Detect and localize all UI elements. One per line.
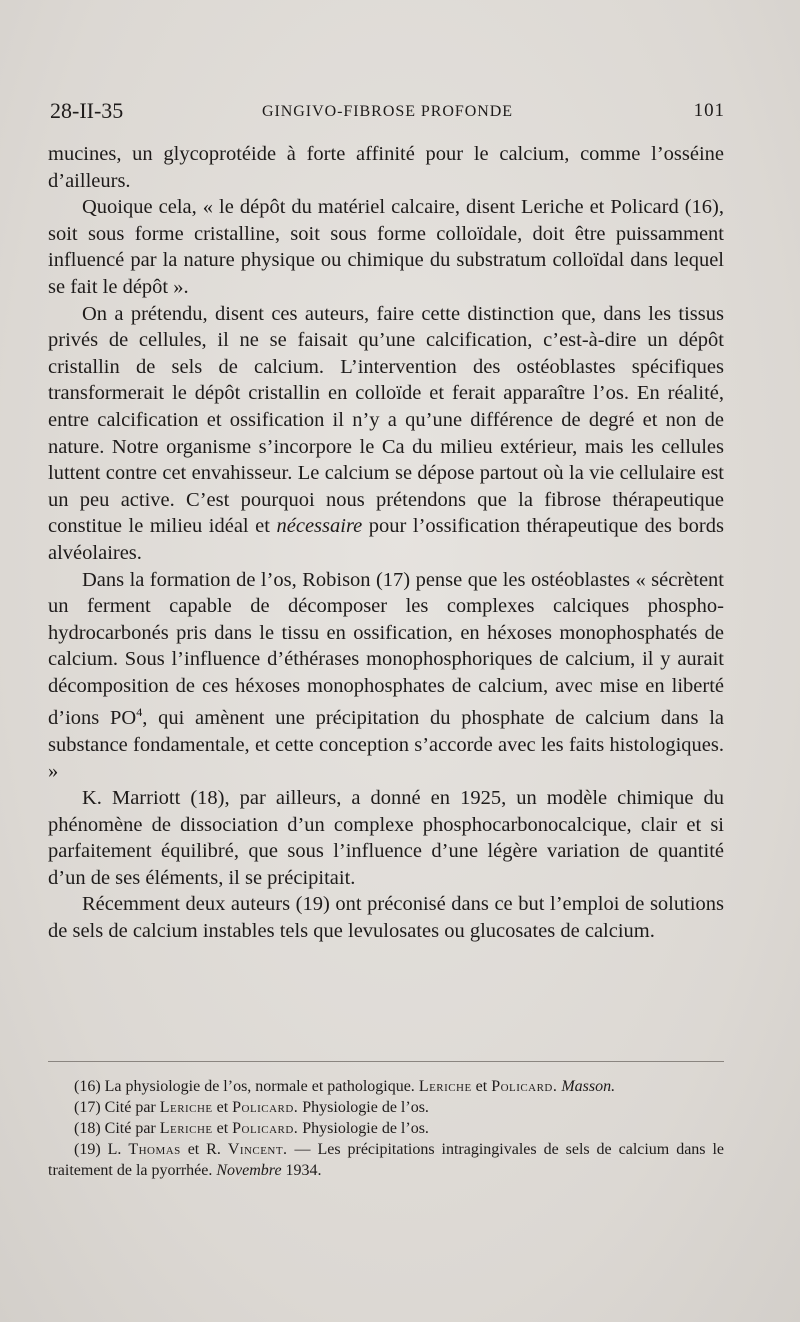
footnote-17-author-1: Leriche <box>159 1099 213 1116</box>
header-date: 28-II-35 <box>50 98 124 123</box>
footnote-19 <box>48 1139 724 1181</box>
paragraph-4 <box>48 567 724 786</box>
footnote-18-and: et <box>216 1120 229 1137</box>
footnote-17-number: (17) <box>74 1099 101 1116</box>
page-header <box>50 98 725 128</box>
footnote-17-pre: Cité par <box>104 1099 156 1116</box>
paragraph-3-text-a: On a prétendu, disent ces auteurs, faire cette distinction que, dans les tissus privés de cellules, il ne se faisait qu’une calcification, c’est-à-dire un dépôt cristallin de sels de calcium. L’intervention des ostéoblastes spécifiques transformerait le dépôt cristallin en colloïde et ferait apparaître l’os. En réalité, entre calcification et ossification il n’y a qu’une différence de degré et non de nature. Notre organisme s’incorpore le Ca du milieu extérieur, mais les cellules luttent contre cet envahisseur. Le calcium se dépose partout où la vie cellulaire est un peu active. C’est pourquoi nous prétendons que la fibrose thérapeutique constitue le milieu idéal et <box>48 302 724 538</box>
paragraph-5: K. Marriott (18), par ailleurs, a donné en 1925, un modèle chimique du phénomène de dissociation d’un complexe phosphocarbonocalcique, clair et si parfaitement équilibré, que sous l’influence d’une légère variation de quantité d’un de ses éléments, il se précipitait. <box>48 787 724 889</box>
footnote-19-text: — Les précipitations intragingivales de sels de calcium dans le traitement de la pyorrhée. <box>48 1141 725 1179</box>
paragraph-3-text-b: pour l’ossification thérapeutique des bords alvéolaires. <box>48 515 724 564</box>
emphasis-necessaire: nécessaire <box>276 515 363 538</box>
footnote-16-author-1: Leriche <box>418 1078 472 1095</box>
footnote-17-text: Physiologie de l’os. <box>302 1099 429 1116</box>
paragraph-2: Quoique cela, « le dépôt du matériel calcaire, disent Leriche et Policard (16), soit sous forme cristalline, soit sous forme colloïdale, doit être puissamment influencé par la nature physique ou chimique du substratum colloïdal dans lequel se fait le dépôt ». <box>48 196 724 298</box>
footnote-18-author-2: Policard. <box>232 1120 299 1137</box>
footnote-19-author-2: Vincent. <box>227 1141 288 1158</box>
paragraph-6: Récemment deux auteurs (19) ont préconisé dans ce but l’emploi de solutions de sels de calcium instables tels que levulosates ou glucosates de calcium. <box>48 893 724 943</box>
footnote-18-pre: Cité par <box>104 1120 156 1137</box>
footnote-19-year: 1934. <box>285 1162 322 1179</box>
footnote-18-author-1: Leriche <box>159 1120 213 1137</box>
paragraph-4-text-b: , qui amènent une précipitation du phosphate de calcium dans la substance fondamentale, et cette conception s’accorde avec les faits histologiques. » <box>48 707 724 783</box>
footnote-16-publisher: Masson. <box>561 1078 616 1095</box>
footnote-16 <box>48 1076 724 1097</box>
footnote-16-text: La physiologie de l’os, normale et pathologique. <box>104 1078 415 1095</box>
footnote-18-text: Physiologie de l’os. <box>302 1120 429 1137</box>
footnote-19-pre: L. <box>107 1141 122 1158</box>
running-title: GINGIVO-FIBROSE PROFONDE <box>261 103 514 120</box>
footnote-18-number: (18) <box>74 1120 101 1137</box>
page-number: 101 <box>693 100 725 121</box>
footnote-17-author-2: Policard. <box>232 1099 299 1116</box>
footnote-17-and: et <box>216 1099 229 1116</box>
footnote-16-author-2: Policard. <box>491 1078 558 1095</box>
paragraph-4-text-a: Dans la formation de l’os, Robison (17) pense que les ostéoblastes « sécrètent un ferment capable de décomposer les complexes calciques phospho-hydrocarbonés pris dans le tissu en ossification, en héxoses monophosphatés de calcium. Sous l’influence d’éthérases monophosphoriques de calcium, il y aurait décomposition de ces héxoses monophosphates de calcium, avec mise en liberté d’ions PO <box>48 568 724 730</box>
footnote-16-and: et <box>475 1078 488 1095</box>
paragraph-3 <box>48 301 724 567</box>
paragraph-1: mucines, un glycoprotéide à forte affinité pour le calcium, comme l’osséine d’ailleurs. <box>48 143 724 192</box>
footnote-18 <box>48 1118 724 1139</box>
footnotes <box>48 1076 724 1181</box>
footnote-17 <box>48 1097 724 1118</box>
footnote-19-number: (19) <box>74 1141 101 1158</box>
footnote-19-month: Novembre <box>216 1162 282 1179</box>
body-text <box>48 141 724 945</box>
footnote-separator <box>48 1061 724 1062</box>
footnote-19-author-1: Thomas <box>128 1141 181 1158</box>
superscript-4: 4 <box>136 705 143 720</box>
footnote-16-number: (16) <box>74 1078 101 1095</box>
footnote-19-and: et R. <box>187 1141 221 1158</box>
